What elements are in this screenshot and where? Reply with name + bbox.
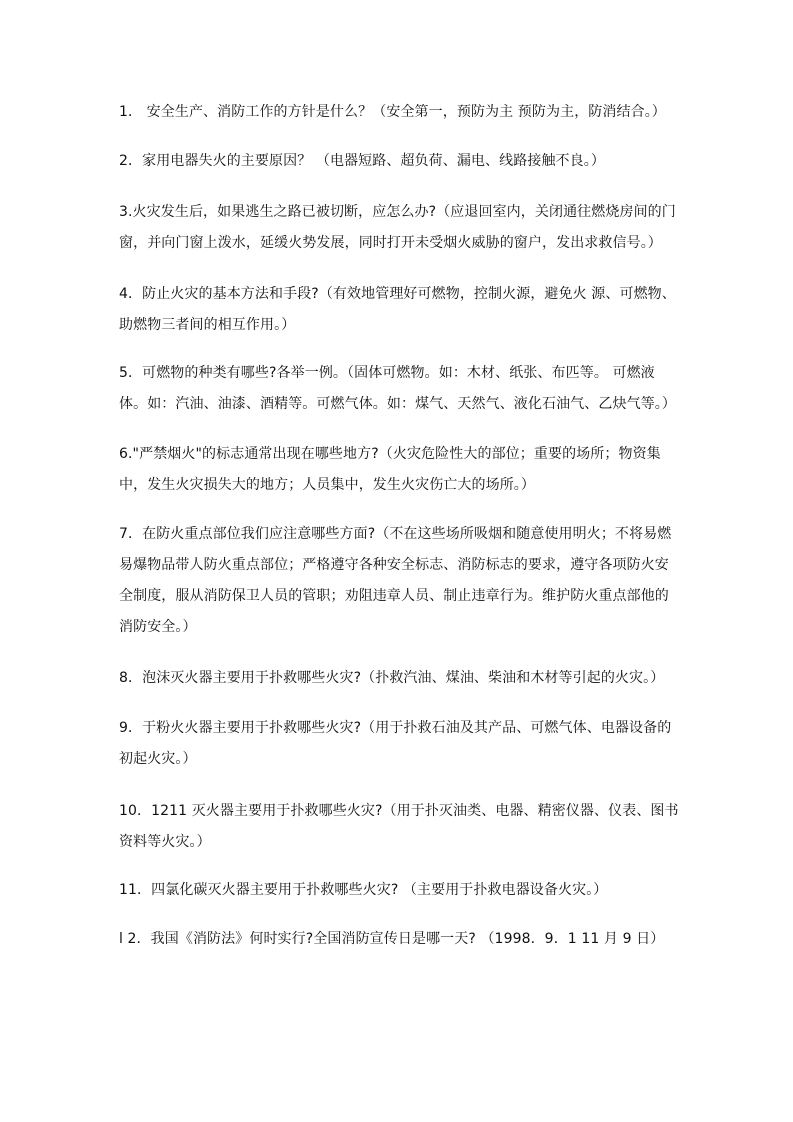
question-10: 10．1211 灭火器主要用于扑救哪些火灾?（用于扑灭油类、电器、精密仪器、仪表、图书资料等火灾。） xyxy=(119,803,679,850)
question-7: 7．在防火重点部位我们应注意哪些方面?（不在这些场所吸烟和随意使用明火；不将易燃易爆物品带人防火重点部位；严格遵守各种安全标志、消防标志的要求，遵守各项防火安全制度，服从消防保卫人员的管职；劝阻违章人员、制止违章行为。维护防火重点部他的消防安全。） xyxy=(119,526,672,635)
question-11: 11．四氯化碳灭火器主要用于扑救哪些火灾? （主要用于扑救电器设备火灾。） xyxy=(119,882,608,898)
question-6: 6."严禁烟火"的标志通常出现在哪些地方?（火灾危险性大的部位；重要的场所；物资集中，发生火灾损失大的地方；人员集中，发生火灾伤亡大的场所。） xyxy=(119,446,661,493)
question-9: 9．于粉火火器主要用于扑救哪些火灾?（用于扑救石油及其产品、可燃气体、电器设备的初起火灾。） xyxy=(119,720,672,767)
question-4: 4．防止火灾的基本方法和手段?（有效地管理好可燃物，控制火源，避免火 源、可燃物、助燃物三者间的相互作用。） xyxy=(119,286,676,333)
question-1: 1． 安全生产、消防工作的方针是什么？（安全第一，预防为主 预防为主，防消结合。） xyxy=(119,104,666,120)
question-2: 2．家用电器失火的主要原因？ （电器短路、超负荷、漏电、线路接触不良。） xyxy=(119,153,605,169)
question-5: 5．可燃物的种类有哪些?各举一例。（固体可燃物。如：木材、纸张、布匹等。 可燃液体。如：汽油、油漆、酒精等。可燃气体。如：煤气、天然气、液化石油气、乙炔气等。） xyxy=(119,365,676,412)
question-3: 3.火灾发生后，如果逃生之路已被切断，应怎么办?（应退回室内，关闭通往燃烧房间的门窗，并向门窗上泼水，延缓火势发展，同时打开未受烟火威胁的窗户，发出求救信号。） xyxy=(119,204,676,251)
question-12: l 2．我国《消防法》何时实行?全国消防宣传日是哪一天? （1998．9．1 11 月 9 日） xyxy=(119,931,665,947)
question-8: 8．泡沫灭火器主要用于扑救哪些火灾?（扑救汽油、煤油、柴油和木材等引起的火灾。） xyxy=(119,670,665,686)
